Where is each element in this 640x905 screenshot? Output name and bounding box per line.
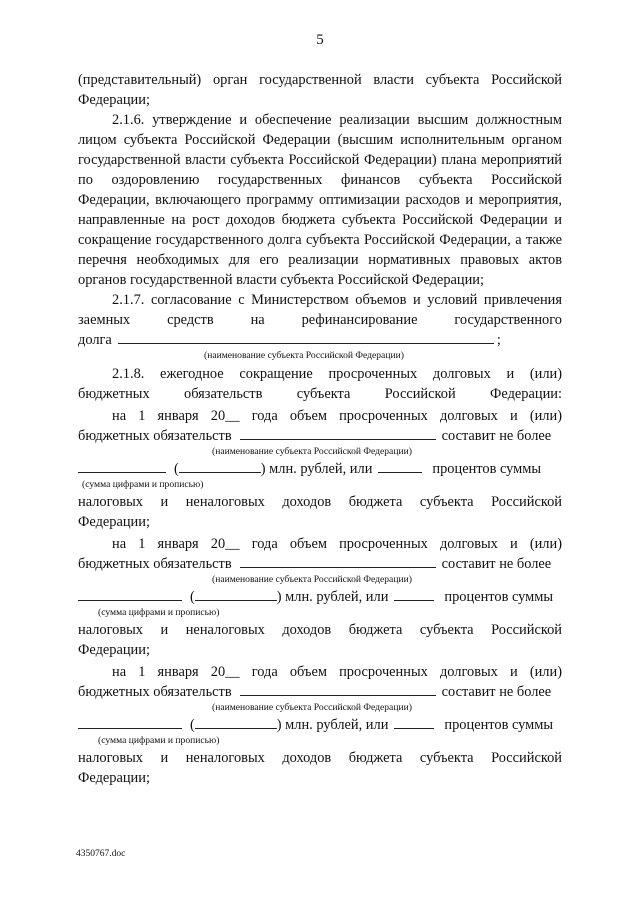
paragraph-2-1-7: 2.1.7. согласование с Министерством объемов и условий привлечения заемных средств на рефинансирование государственного	[78, 292, 562, 328]
percent-label: процентов суммы	[444, 717, 554, 733]
percent-blank[interactable]	[378, 459, 422, 473]
not-more-label: составит не более	[441, 684, 552, 700]
amount-blank[interactable]	[78, 715, 182, 729]
percent-blank[interactable]	[394, 715, 434, 729]
federation-end: Федерации;	[78, 514, 150, 530]
amount-blank[interactable]	[78, 587, 182, 601]
caption-subject-name: (наименование субъекта Российской Федерации)	[212, 702, 412, 713]
mln-label: ) млн. рублей, или	[260, 461, 373, 477]
budget-obligations-label: бюджетных обязательств	[78, 556, 232, 572]
document-body	[78, 70, 562, 788]
footer-filename: 4350767.doc	[76, 849, 126, 859]
subject-name-blank[interactable]	[240, 554, 436, 568]
obligations-row	[78, 682, 562, 702]
paragraph-2-1-6: 2.1.6. утверждение и обеспечение реализации высшим должностным лицом субъекта Российской Федерации (высшим исполнительным органом государственной власти субъекта Российской Федерации) плана мероприятий по оздоровлению государственных финансов субъекта Российской Федерации, включающего программу оптимизации расходов и мероприятия, направленные на рост доходов бюджета субъекта Российской Федерации и сокращение государственного долга субъекта Российской Федерации, а также перечня необходимых для его реализации нормативных правовых актов органов государственной власти субъекта Российской Федерации;	[78, 112, 562, 288]
percent-label: процентов суммы	[444, 589, 554, 605]
open-paren: (	[190, 717, 195, 733]
obligation-block-2	[78, 534, 562, 660]
caption-subject-name: (наименование субъекта Российской Федерации)	[212, 446, 412, 457]
subject-name-blank[interactable]	[240, 426, 436, 440]
mln-label: ) млн. рублей, или	[276, 717, 389, 733]
debt-blank-row	[78, 330, 562, 350]
obligations-row	[78, 426, 562, 446]
tax-revenue-line: налоговых и неналоговых доходов бюджета субъекта Российской	[78, 750, 562, 766]
paragraph-2-1-8: 2.1.8. ежегодное сокращение просроченных долговых и (или) бюджетных обязательств субъекта Российской Федерации:	[78, 366, 562, 402]
budget-obligations-label: бюджетных обязательств	[78, 428, 232, 444]
amount-words-blank[interactable]	[179, 459, 261, 473]
caption-sum: (сумма цифрами и прописью)	[98, 607, 220, 618]
caption-sum: (сумма цифрами и прописью)	[98, 735, 220, 746]
tax-revenue-line: налоговых и неналоговых доходов бюджета субъекта Российской	[78, 622, 562, 638]
caption-subject-name: (наименование субъекта Российской Федерации)	[212, 574, 412, 585]
amount-row	[78, 715, 562, 735]
caption-sum: (сумма цифрами и прописью)	[82, 479, 204, 490]
subject-name-blank[interactable]	[240, 682, 436, 696]
obligation-block-3	[78, 662, 562, 788]
year-line: на 1 января 20__ года объем просроченных долговых и (или)	[112, 664, 562, 680]
not-more-label: составит не более	[441, 428, 552, 444]
budget-obligations-label: бюджетных обязательств	[78, 684, 232, 700]
tax-revenue-line: налоговых и неналоговых доходов бюджета субъекта Российской	[78, 494, 562, 510]
semicolon: ;	[496, 332, 501, 348]
obligations-row	[78, 554, 562, 574]
percent-blank[interactable]	[394, 587, 434, 601]
amount-row	[78, 459, 562, 479]
paragraph-continuation: (представительный) орган государственной власти субъекта Российской Федерации;	[78, 72, 562, 108]
caption-subject-name: (наименование субъекта Российской Федерации)	[204, 350, 404, 361]
mln-label: ) млн. рублей, или	[276, 589, 389, 605]
subject-name-blank[interactable]	[118, 330, 494, 344]
year-line: на 1 января 20__ года объем просроченных долговых и (или)	[112, 536, 562, 552]
federation-end: Федерации;	[78, 770, 150, 786]
amount-row	[78, 587, 562, 607]
open-paren: (	[190, 589, 195, 605]
dolga-label: долга	[78, 332, 112, 348]
percent-label: процентов суммы	[432, 461, 542, 477]
obligation-block-1	[78, 406, 562, 532]
not-more-label: составит не более	[441, 556, 552, 572]
page-number: 5	[316, 32, 324, 48]
federation-end: Федерации;	[78, 642, 150, 658]
amount-words-blank[interactable]	[195, 715, 277, 729]
open-paren: (	[174, 461, 179, 477]
year-line: на 1 января 20__ года объем просроченных долговых и (или)	[112, 408, 562, 424]
amount-words-blank[interactable]	[195, 587, 277, 601]
amount-blank[interactable]	[78, 459, 166, 473]
